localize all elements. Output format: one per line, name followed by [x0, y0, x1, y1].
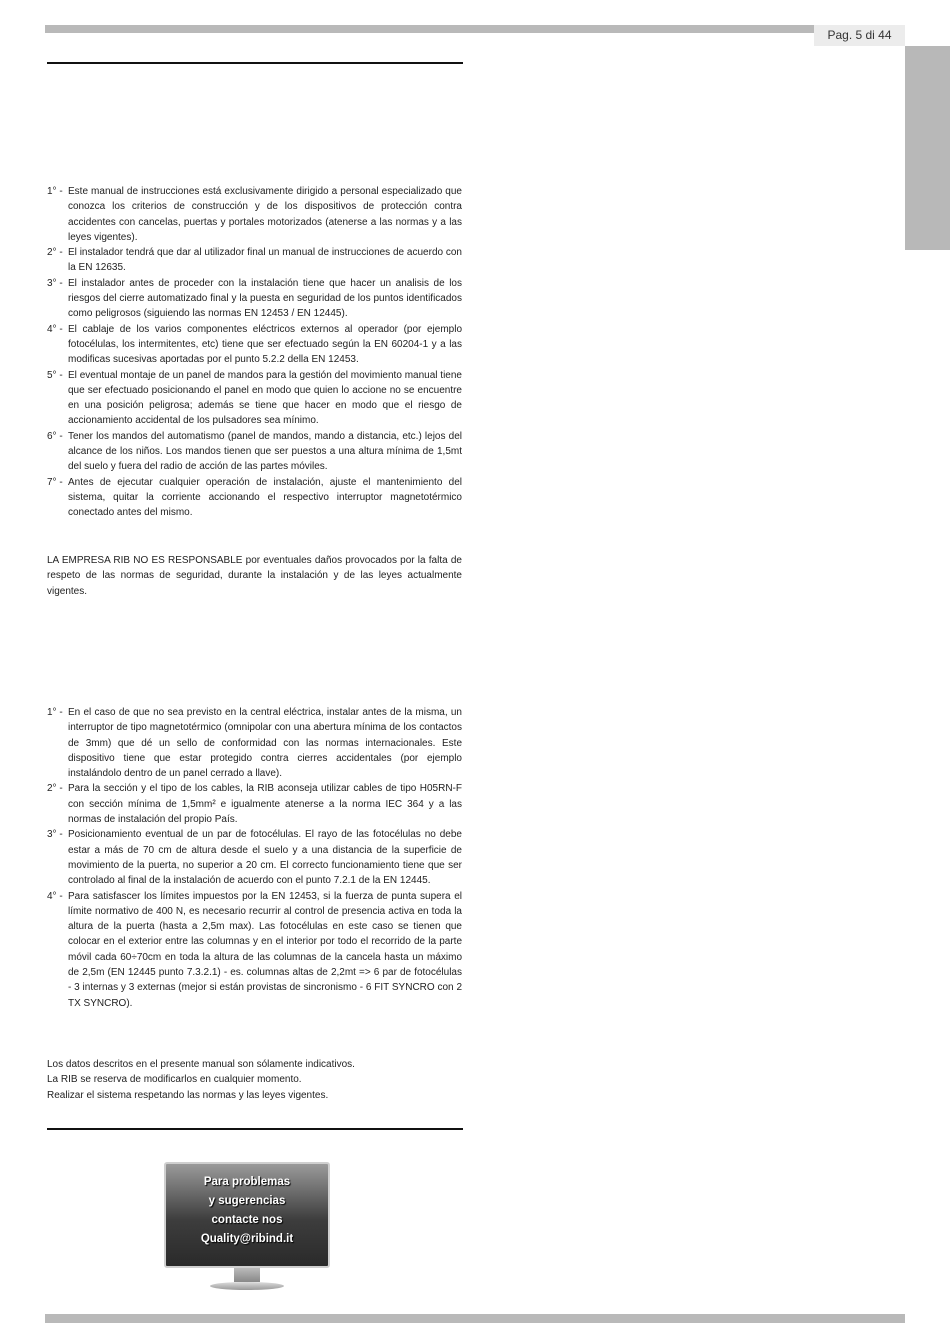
note-line: Realizar el sistema respetando las normas y las leyes vigentes.	[47, 1089, 329, 1101]
list-item	[47, 368, 462, 429]
list-item	[47, 475, 462, 521]
monitor-base	[210, 1282, 284, 1290]
bottom-divider	[47, 1128, 463, 1130]
page-number: Pag. 5 di 44	[814, 25, 905, 46]
item-number: 1° -	[47, 707, 63, 718]
item-text: El instalador tendrá que dar al utilizador final un manual de instrucciones de acuerdo con la EN 12635.	[68, 247, 462, 274]
contact-line: y sugerencias	[208, 1195, 286, 1207]
item-number: 4° -	[47, 890, 63, 902]
note-line: Los datos descritos en el presente manual son sólamente indicativos.	[47, 1059, 355, 1070]
list-item	[47, 889, 462, 1011]
top-header-bar	[45, 25, 905, 33]
safety-list-installation	[47, 705, 462, 1011]
bottom-footer-bar	[45, 1314, 905, 1323]
item-text: El cablaje de los varios componentes eléctricos externos al operador (por ejemplo fotocélulas, los intermitentes, etc) tiene que ser efectuado según la EN 60204-1 y a las modificas sucesivas aportadas por el punto 5.2.2 della EN 12453.	[68, 323, 462, 366]
contact-line: Para problemas	[203, 1176, 291, 1188]
side-tab	[905, 46, 950, 250]
item-text: Tener los mandos del automatismo (panel de mandos, mando a distancia, etc.) lejos del alcance de los niños. Los mandos tienen que ser puestos a una altura mínima de 1,5mt del suelo y fuera del radio de acción de las partes móviles.	[68, 430, 462, 473]
monitor-stand	[234, 1268, 260, 1282]
item-number: 4° -	[47, 323, 63, 335]
item-text: Para la sección y el tipo de los cables, la RIB aconseja utilizar cables de tipo H05RN-F con sección mínima de 1,5mm² e igualmente atenerse a la norma IEC 364 y a las normas de instalación del propio País.	[68, 783, 462, 826]
item-text: El eventual montaje de un panel de mandos para la gestión del movimiento manual tiene que ser efectuado posicionando el panel en modo que quien lo accione no se encuentre en una posición peligrosa; además se tiene que hacer en modo que el riesgo de accionamiento accidental de los pulsadores sea mínimo.	[68, 369, 462, 427]
item-text: En el caso de que no sea previsto en la central eléctrica, instalar antes de la misma, un interruptor de tipo magnetotérmico (omnipolar con una abertura mínima de los contactos de 3mm) que dé un sello de conformidad con las normas internacionales. Este dispositivo tiene que estar protegido contra cierres accidentales (por ejemplo instalándolo dentro de un panel cerrado a llave).	[68, 707, 462, 780]
list-item	[47, 184, 462, 245]
note-line: La RIB se reserva de modificarlos en cualquier momento.	[47, 1074, 302, 1086]
top-divider	[47, 62, 463, 64]
item-text: Antes de ejecutar cualquier operación de instalación, ajuste el mantenimiento del sistema, quitar la corriente accionando el respectivo interruptor magnetotérmico conectado antes del mismo.	[68, 476, 462, 519]
safety-list-installer	[47, 184, 462, 521]
item-number: 1° -	[47, 186, 63, 197]
contact-monitor-graphic	[164, 1162, 330, 1294]
item-number: 3° -	[47, 829, 63, 841]
disclaimer-paragraph: LA EMPRESA RIB NO ES RESPONSABLE por eventuales daños provocados por la falta de respeto de las normas de seguridad, durante la instalación y de las leyes actualmente vigentes.	[47, 555, 462, 597]
item-text: Para satisfascer los límites impuestos por la EN 12453, si la fuerza de punta supera el límite normativo de 400 N, es necesario recurrir al control de presencia activa en toda la altura de la puerta (hasta a 2,5m max). Las fotocélulas en este caso se tienen que colocar en el exterior entre las columnas y en el interior por todo el recorrido de la parte móvil cada 60÷70cm en toda la altura de las columnas de la cancela hasta un máximo de 2,5m (EN 12445 punto 7.3.2.1) - es. columnas altas de 2,2mt => 6 par de fotocélulas - 3 internas y 3 externas (mejor si están provistas de sincronismo - 6 FIT SYNCRO con 2 TX SYNCRO).	[68, 890, 462, 1009]
contact-email[interactable]: Quality@ribind.it	[200, 1233, 294, 1245]
item-text: El instalador antes de proceder con la instalación tiene que hacer un analisis de los riesgos del cierre automatizado final y la puesta en seguridad de los puntos identificados como peligrosos (siguiendo las normas EN 12453 / EN 12445).	[68, 277, 462, 320]
item-number: 6° -	[47, 430, 63, 442]
list-item	[47, 276, 462, 322]
list-item	[47, 322, 462, 368]
monitor-screen	[164, 1162, 330, 1268]
list-item	[47, 245, 462, 276]
item-number: 2° -	[47, 783, 63, 795]
item-number: 5° -	[47, 369, 63, 381]
item-text: Este manual de instrucciones está exclusivamente dirigido a personal especializado que conozca los criterios de construcción y de los dispositivos de protección contra accidentes con cancelas, puertas y portales motorizados (atenerse a las normas y a las leyes vigentes).	[68, 186, 462, 243]
list-item	[47, 781, 462, 827]
list-item	[47, 429, 462, 475]
list-item	[47, 705, 462, 781]
item-text: Posicionamiento eventual de un par de fotocélulas. El rayo de las fotocélulas no debe estar a más de 70 cm de altura desde el suelo y a una distancia de la superficie de movimiento de la puerta, no superior a 20 cm. El correcto funcionamiento tiene que ser controlado al final de la instalación de acuerdo con el punto 7.2.1 de la EN 12445.	[68, 829, 462, 887]
item-number: 2° -	[47, 247, 63, 259]
contact-line: contacte nos	[211, 1214, 283, 1226]
item-number: 7° -	[47, 476, 63, 488]
list-item	[47, 827, 462, 888]
item-number: 3° -	[47, 277, 63, 289]
notes-block	[47, 1057, 462, 1103]
